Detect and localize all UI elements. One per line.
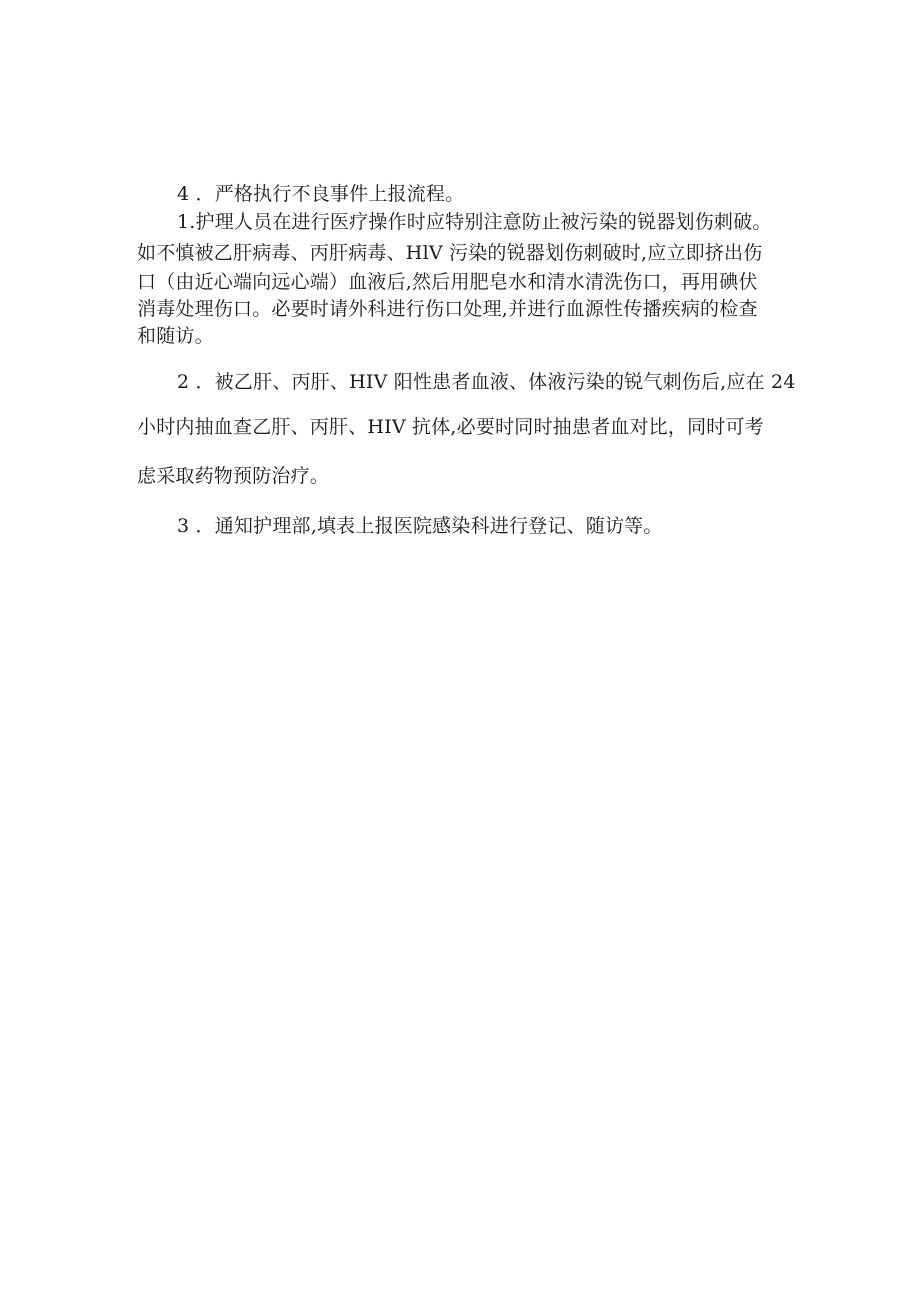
item-4-text: 4 ．严格执行不良事件上报流程。 (177, 183, 465, 205)
item-1-line-2: 如不慎被乙肝病毒、丙肝病毒、HlV 污染的锐器划伤刺破时,应立即挤出伤 (137, 242, 763, 264)
item-1-line-5: 和随访。 (137, 325, 214, 347)
item-1-line-4: 消毒处理伤口。必要时请外科进行伤口处理,并进行血源性传播疾病的检查 (137, 298, 758, 320)
item-2-line-2: 小时内抽血查乙肝、丙肝、HIV 抗体,必要时同时抽患者血对比，同时可考 (137, 416, 764, 438)
item-1-line-3: 口（由近心端向远心端）血液后,然后用肥皂水和清水清洗伤口，再用碘伏 (137, 271, 758, 293)
item-1-line-1: 1.护理人员在进行医疗操作时应特别注意防止被污染的锐器划伤刺破。 (177, 211, 772, 233)
item-3-text: 3 ．通知护理部,填表上报医院感染科进行登记、随访等。 (177, 515, 663, 537)
item-2-line-3: 虑采取药物预防治疗。 (137, 465, 330, 487)
item-2-line-1: 2 ．被乙肝、丙肝、HIV 阳性患者血液、体液污染的锐气刺伤后,应在 24 (177, 371, 796, 393)
